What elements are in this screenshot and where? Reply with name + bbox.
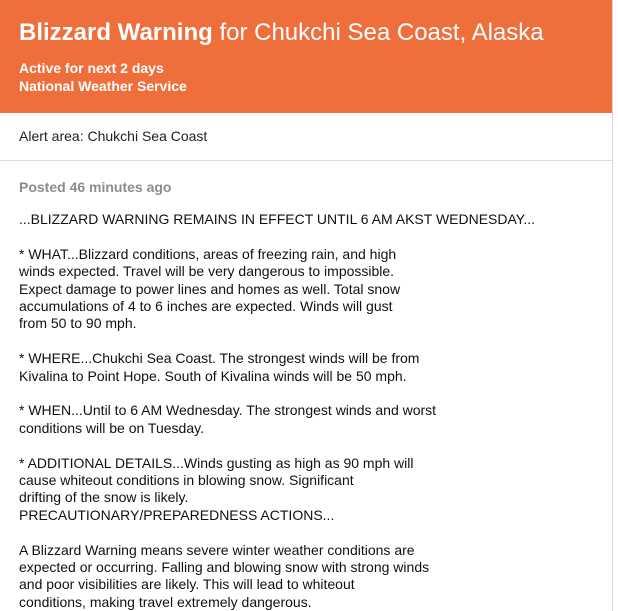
- alert-text-line: and poor visibilities are likely. This will lead to whiteout: [19, 576, 355, 593]
- alert-text-line: expected or occurring. Falling and blowing snow with strong winds: [19, 559, 430, 576]
- alert-text-line: conditions will be on Tuesday.: [19, 419, 204, 436]
- alert-paragraph-headline: [19, 211, 612, 228]
- alert-paragraph-when: [19, 402, 612, 437]
- alert-text-line: ...BLIZZARD WARNING REMAINS IN EFFECT UNTIL 6 AM AKST WEDNESDAY...: [19, 211, 536, 227]
- alert-duration: Active for next 2 days: [19, 60, 164, 76]
- alert-text-line: drifting of the snow is likely.: [19, 489, 189, 506]
- alert-text-line: accumulations of 4 to 6 inches are expected. Winds will gust: [19, 298, 393, 315]
- alert-title: [19, 18, 612, 48]
- alert-text-line: * WHEN...Until to 6 AM Wednesday. The strongest winds and worst: [19, 402, 437, 419]
- alert-text-line: A Blizzard Warning means severe winter weather conditions are: [19, 541, 415, 558]
- alert-paragraph-where: [19, 350, 612, 385]
- alert-header: [0, 0, 612, 113]
- alert-paragraph-what: [19, 246, 612, 333]
- alert-text-line: * WHERE...Chukchi Sea Coast. The strongest winds will be from: [19, 350, 420, 367]
- alert-text-line: * WHAT...Blizzard conditions, areas of freezing rain, and high: [19, 245, 397, 262]
- alert-paragraph-meaning: [19, 542, 612, 611]
- alert-paragraph-details: [19, 455, 612, 525]
- alert-text-line: Kivalina to Point Hope. South of Kivalina winds will be 50 mph.: [19, 367, 407, 384]
- alert-text-line: * ADDITIONAL DETAILS...Winds gusting as high as 90 mph will: [19, 454, 414, 471]
- alert-title-type: Blizzard Warning: [19, 19, 213, 46]
- alert-body: [0, 161, 612, 611]
- alert-text-line: cause whiteout conditions in blowing snow. Significant: [19, 472, 354, 489]
- alert-text-line: conditions, making travel extremely dangerous.: [19, 593, 312, 610]
- alert-title-location: for Chukchi Sea Coast, Alaska: [212, 19, 544, 46]
- posted-time: Posted 46 minutes ago: [19, 179, 172, 195]
- alert-text-line: winds expected. Travel will be very dangerous to impossible.: [19, 263, 395, 280]
- alert-text-line: PRECAUTIONARY/PREPAREDNESS ACTIONS...: [19, 506, 335, 523]
- alert-area: Alert area: Chukchi Sea Coast: [0, 113, 612, 161]
- alert-source: National Weather Service: [19, 78, 187, 94]
- alert-text-line: from 50 to 90 mph.: [19, 315, 137, 332]
- alert-text-line: Expect damage to power lines and homes as well. Total snow: [19, 280, 401, 297]
